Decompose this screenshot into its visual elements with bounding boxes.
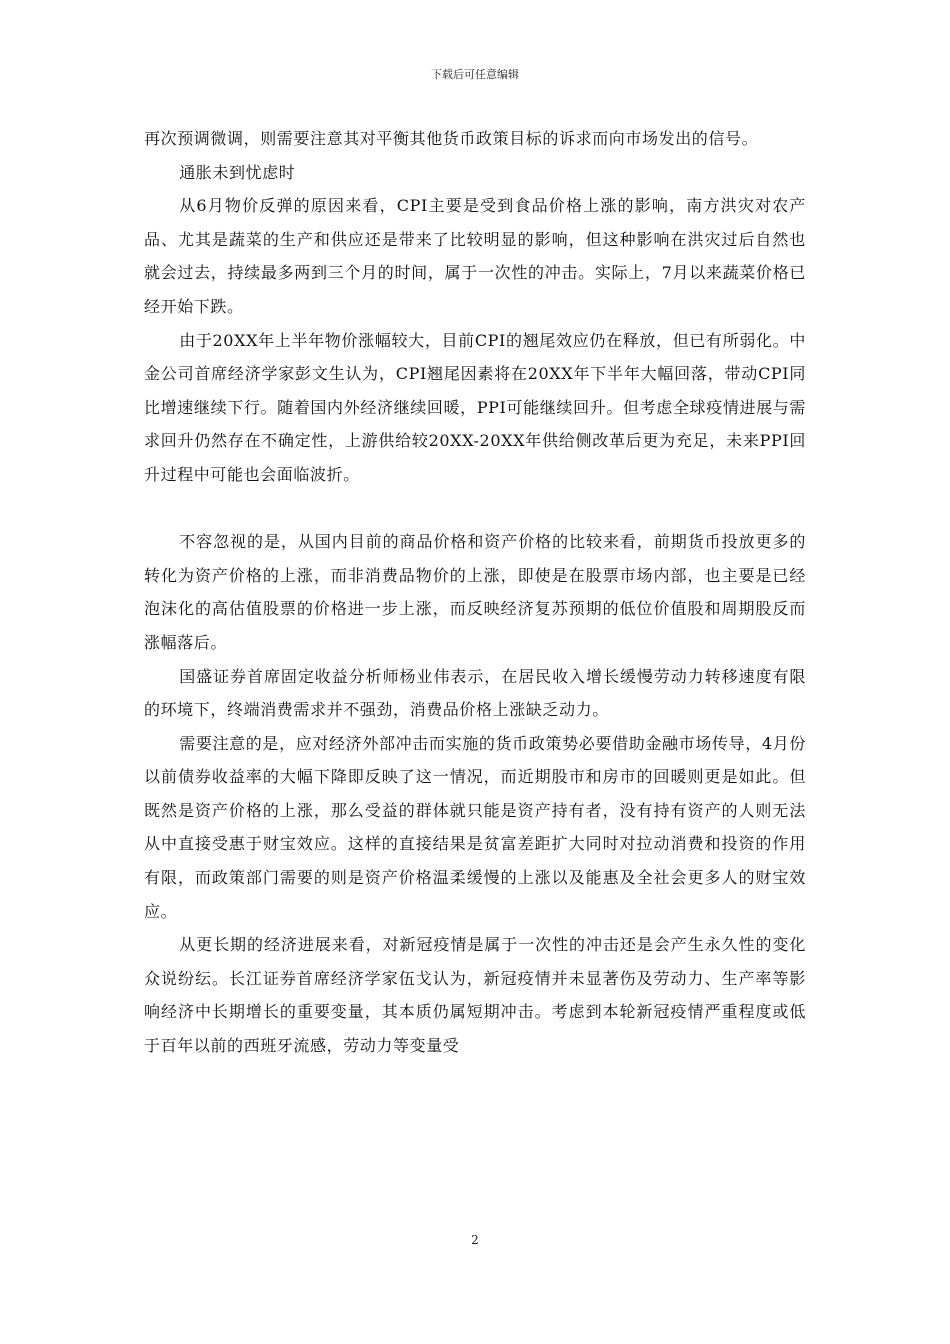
paragraph: 从6月物价反弹的原因来看，CPI主要是受到食品价格上涨的影响，南方洪灾对农产品、尤其是蔬菜的生产和供应还是带来了比较明显的影响，但这种影响在洪灾过后自然也就会过去，持续最多两到三个月的时间，属于一次性的冲击。实际上，7月以来蔬菜价格已经开始下跌。 [144, 196, 806, 316]
paragraph-continuation: 再次预调微调，则需要注意其对平衡其他货币政策目标的诉求而向市场发出的信号。 [144, 129, 759, 148]
document-body [144, 122, 806, 1063]
paragraph: 由于20XX年上半年物价涨幅较大，目前CPI的翘尾效应仍在释放，但已有所弱化。中金公司首席经济学家彭文生认为，CPI翘尾因素将在20XX年下半年大幅回落，带动CPI同比增速继续下行。随着国内外经济继续回暖，PPI可能继续回升。但考虑全球疫情进展与需求回升仍然存在不确定性，上游供给较20XX-20XX年供给侧改革后更为充足，未来PPI回升过程中可能也会面临波折。 [144, 330, 806, 484]
page-header: 下载后可任意编辑 [431, 68, 519, 81]
blank-line [144, 492, 806, 526]
paragraph: 不容忽视的是，从国内目前的商品价格和资产价格的比较来看，前期货币投放更多的转化为资产价格的上涨，而非消费品物价的上涨，即使是在股票市场内部，也主要是已经泡沫化的高估值股票的价格进一步上涨，而反映经济复苏预期的低位价值股和周期股反而涨幅落后。 [144, 532, 806, 652]
section-heading: 通胀未到忧虑时 [179, 162, 296, 182]
paragraph: 国盛证券首席固定收益分析师杨业伟表示，在居民收入增长缓慢劳动力转移速度有限的环境下，终端消费需求并不强劲，消费品价格上涨缺乏动力。 [144, 666, 806, 720]
page-number: 2 [471, 1233, 479, 1247]
paragraph: 从更长期的经济进展来看，对新冠疫情是属于一次性的冲击还是会产生永久性的变化众说纷纭。长江证券首席经济学家伍戈认为，新冠疫情并未显著伤及劳动力、生产率等影响经济中长期增长的重要变量，其本质仍属短期冲击。考虑到本轮新冠疫情严重程度或低于百年以前的西班牙流感，劳动力等变量受 [144, 935, 806, 1056]
paragraph: 需要注意的是，应对经济外部冲击而实施的货币政策势必要借助金融市场传导，4月份以前债券收益率的大幅下降即反映了这一情况，而近期股市和房市的回暖则更是如此。但既然是资产价格的上涨，那么受益的群体就只能是资产持有者，没有持有资产的人则无法从中直接受惠于财宝效应。这样的直接结果是贫富差距扩大同时对拉动消费和投资的作用有限，而政策部门需要的则是资产价格温柔缓慢的上涨以及能惠及全社会更多人的财宝效应。 [144, 733, 806, 921]
